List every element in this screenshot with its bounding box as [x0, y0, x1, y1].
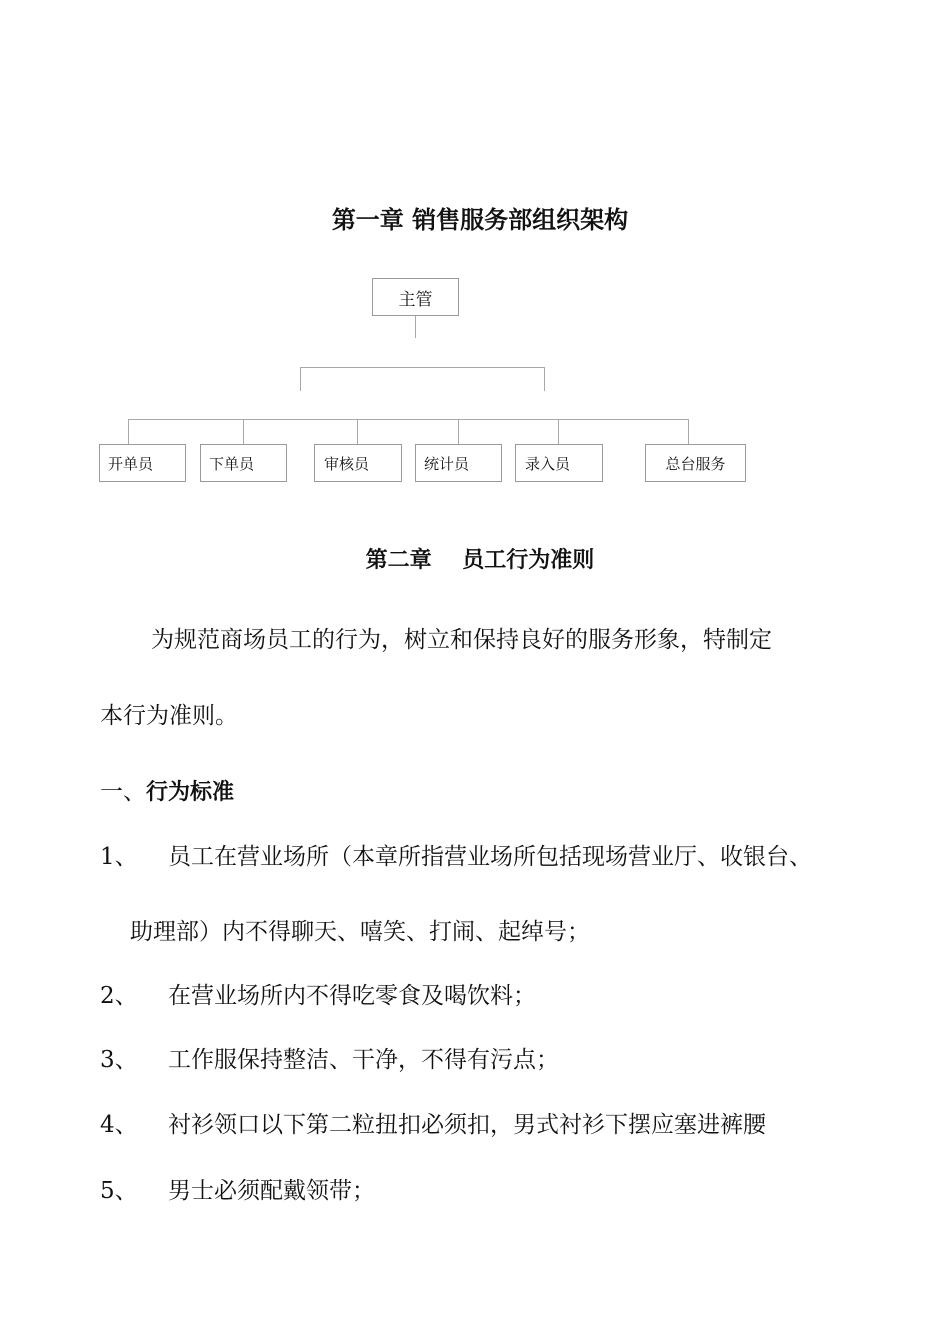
- org-child-label: 总台服务: [665, 454, 726, 473]
- list-item-continuation: 助理部）内不得聊天、嘻笑、打闹、起绰号；: [130, 919, 590, 945]
- intro-line-1: 为规范商场员工的行为，树立和保持良好的服务形象，特制定: [151, 627, 772, 653]
- chapter-1-title: 第一章 销售服务部组织架构: [331, 206, 629, 234]
- org-child-box: [99, 444, 186, 482]
- org-connector-drop: [558, 419, 559, 445]
- org-child-label: 下单员: [209, 454, 255, 473]
- org-child-box: [200, 444, 287, 482]
- org-child-box: [314, 444, 402, 482]
- org-child-box: [415, 444, 502, 482]
- org-child-label: 录入员: [525, 454, 571, 473]
- org-child-label: 统计员: [424, 454, 470, 473]
- list-item-text: 男士必须配戴领带；: [168, 1178, 375, 1204]
- list-item-number: 5、: [100, 1178, 138, 1204]
- org-root-label: 主管: [398, 289, 433, 310]
- org-connector-upper: [300, 367, 545, 368]
- org-connector-root: [415, 316, 416, 338]
- section-heading: [100, 773, 234, 806]
- org-child-box: [515, 444, 603, 482]
- list-item: [100, 838, 812, 871]
- section-prefix: 一、: [100, 779, 146, 805]
- org-root-box: [372, 278, 459, 316]
- org-child-box: [645, 444, 746, 482]
- list-item-number: 2、: [100, 983, 138, 1009]
- org-connector-drop: [357, 419, 358, 445]
- intro-line-2: 本行为准则。: [100, 703, 238, 729]
- list-item: [100, 977, 536, 1010]
- list-item-text: 工作服保持整洁、干净，不得有污点；: [168, 1047, 559, 1073]
- org-connector-drop: [458, 419, 459, 445]
- org-connector-drop: [688, 419, 689, 445]
- section-title: 行为标准: [146, 780, 235, 805]
- org-connector-bus: [128, 419, 688, 420]
- org-connector-drop: [243, 419, 244, 445]
- list-item: [100, 1106, 766, 1139]
- list-item-number: 1、: [100, 844, 138, 870]
- list-item: [100, 1172, 375, 1205]
- list-item-text: 衬衫领口以下第二粒扭扣必须扣，男式衬衫下摆应塞进裤腰: [168, 1112, 766, 1138]
- org-child-label: 审核员: [324, 454, 370, 473]
- list-item-text: 在营业场所内不得吃零食及喝饮料；: [168, 983, 536, 1009]
- list-item: [100, 1041, 559, 1074]
- list-item-text: 员工在营业场所（本章所指营业场所包括现场营业厅、收银台、: [168, 844, 812, 870]
- list-item-number: 4、: [100, 1112, 138, 1138]
- org-connector-upper-left: [300, 367, 301, 391]
- org-connector-upper-right: [544, 367, 545, 391]
- org-connector-drop: [128, 419, 129, 445]
- list-item-number: 3、: [100, 1047, 138, 1073]
- chapter-2-title: 第二章 员工行为准则: [365, 548, 595, 573]
- org-child-label: 开单员: [108, 454, 154, 473]
